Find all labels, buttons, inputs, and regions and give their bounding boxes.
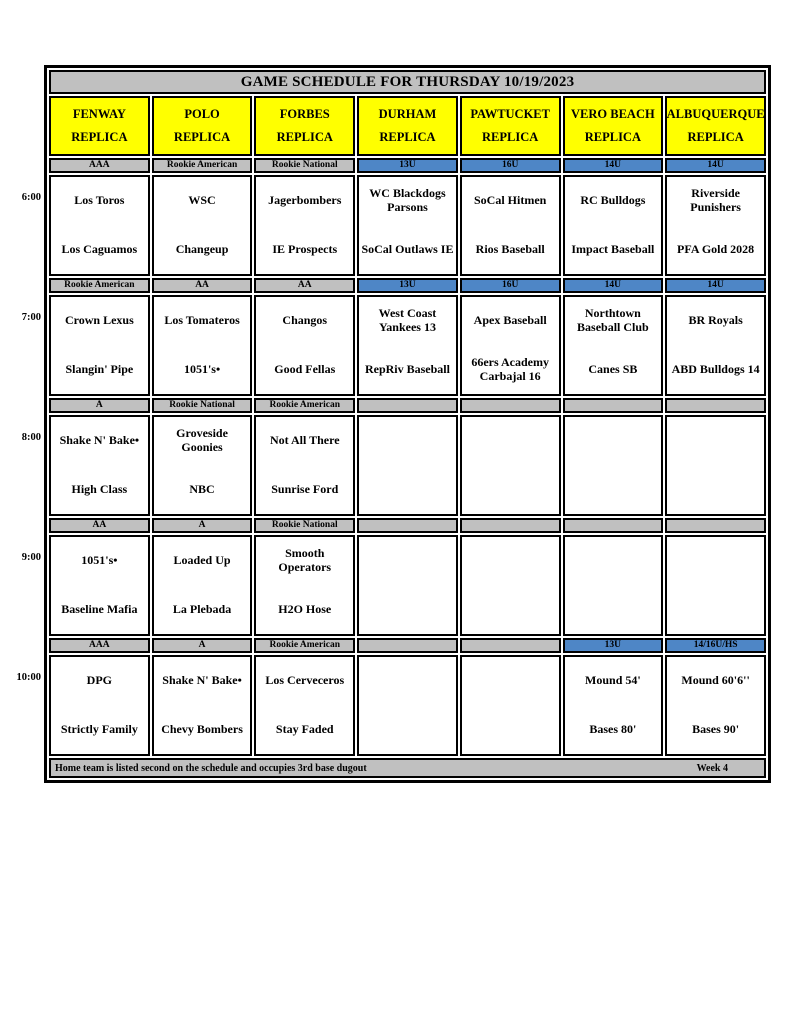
division-cell: 13U xyxy=(563,638,664,653)
away-team xyxy=(667,537,764,586)
field-name: PAWTUCKET xyxy=(470,106,550,121)
game-row xyxy=(49,415,766,516)
division-cell xyxy=(460,638,561,653)
time-label: 8:00 xyxy=(21,432,41,443)
division-cell: 16U xyxy=(460,158,561,173)
game-cell xyxy=(665,295,766,396)
game-cell xyxy=(152,655,253,756)
away-team: Jagerbombers xyxy=(268,193,342,208)
home-team xyxy=(667,586,764,635)
division-cell: A xyxy=(152,638,253,653)
game-cell xyxy=(357,175,458,276)
home-team: 66ers Academy Carbajal 16 xyxy=(471,354,549,383)
division-cell xyxy=(460,398,561,413)
home-team: Stay Faded xyxy=(275,721,334,736)
game-cell xyxy=(254,655,355,756)
away-team: Crown Lexus xyxy=(64,313,134,328)
home-team: Bases 80' xyxy=(589,721,637,736)
away-team: Riverside Punishers xyxy=(690,186,741,215)
field-header-row xyxy=(49,96,766,156)
time-label: 7:00 xyxy=(21,312,41,323)
time-label: 6:00 xyxy=(21,192,41,203)
home-team xyxy=(359,586,456,635)
division-cell: AA xyxy=(254,278,355,293)
away-team: West Coast Yankees 13 xyxy=(378,306,437,335)
away-team: Apex Baseball xyxy=(473,313,547,328)
field-sub: REPLICA xyxy=(379,130,436,145)
away-team: DPG xyxy=(86,673,113,688)
away-team: Loaded Up xyxy=(173,553,231,568)
game-cell xyxy=(563,655,664,756)
game-cell xyxy=(49,175,150,276)
home-team: Canes SB xyxy=(588,361,638,376)
division-cell: A xyxy=(152,518,253,533)
home-team: RepRiv Baseball xyxy=(364,361,450,376)
field-name: DURHAM xyxy=(378,106,437,121)
home-team: Changeup xyxy=(175,241,229,256)
away-team: Not All There xyxy=(269,433,340,448)
away-team: Mound 54' xyxy=(585,673,641,688)
away-team xyxy=(359,657,456,706)
division-row xyxy=(49,278,766,293)
home-team xyxy=(462,706,559,755)
division-cell xyxy=(460,518,561,533)
game-cell xyxy=(357,295,458,396)
home-team: Los Caguamos xyxy=(61,241,138,256)
away-team xyxy=(565,417,662,466)
field-sub: REPLICA xyxy=(482,130,539,145)
division-cell: 14U xyxy=(665,158,766,173)
division-cell xyxy=(357,518,458,533)
away-team: Los Toros xyxy=(74,193,125,208)
time-label: 9:00 xyxy=(21,552,41,563)
home-team xyxy=(565,586,662,635)
game-cell xyxy=(254,295,355,396)
game-cell xyxy=(49,535,150,636)
home-team xyxy=(462,466,559,515)
home-team xyxy=(359,706,456,755)
division-cell: Rookie American xyxy=(254,638,355,653)
time-label: 10:00 xyxy=(16,672,41,683)
division-row xyxy=(49,518,766,533)
division-cell: 14U xyxy=(563,278,664,293)
division-cell: AA xyxy=(49,518,150,533)
division-cell: 13U xyxy=(357,278,458,293)
game-cell xyxy=(49,655,150,756)
away-team: Changos xyxy=(282,313,328,328)
game-cell xyxy=(254,175,355,276)
footer-row xyxy=(49,758,766,778)
game-cell xyxy=(665,175,766,276)
division-row xyxy=(49,398,766,413)
footer-note-cell xyxy=(49,758,766,778)
field-sub: REPLICA xyxy=(276,130,333,145)
column-header-vero-beach xyxy=(563,96,664,156)
field-name: FENWAY xyxy=(72,106,126,121)
game-cell xyxy=(563,295,664,396)
division-row xyxy=(49,638,766,653)
home-team: ABD Bulldogs 14 xyxy=(671,361,760,376)
away-team xyxy=(359,417,456,466)
division-cell xyxy=(563,518,664,533)
division-cell: Rookie American xyxy=(152,158,253,173)
division-row xyxy=(49,158,766,173)
home-team-note: Home team is listed second on the schedule and occupies 3rd base dugout xyxy=(55,762,367,774)
away-team: Shake N' Bake• xyxy=(59,433,140,448)
home-team: SoCal Outlaws IE xyxy=(361,241,454,256)
home-team: Rios Baseball xyxy=(475,241,545,256)
division-cell: Rookie National xyxy=(254,518,355,533)
game-row xyxy=(49,655,766,756)
game-cell xyxy=(49,295,150,396)
home-team xyxy=(667,466,764,515)
column-header-fenway xyxy=(49,96,150,156)
away-team: WC Blackdogs Parsons xyxy=(369,186,446,215)
division-cell: AA xyxy=(152,278,253,293)
away-team: Mound 60'6'' xyxy=(681,673,750,688)
away-team: RC Bulldogs xyxy=(580,193,646,208)
game-cell xyxy=(460,535,561,636)
home-team: Impact Baseball xyxy=(571,241,655,256)
division-cell xyxy=(357,638,458,653)
home-team: H2O Hose xyxy=(278,601,332,616)
home-team: Strictly Family xyxy=(60,721,138,736)
away-team xyxy=(462,537,559,586)
game-cell xyxy=(254,415,355,516)
column-header-forbes xyxy=(254,96,355,156)
game-cell xyxy=(563,415,664,516)
division-cell: AAA xyxy=(49,638,150,653)
away-team: Northtown Baseball Club xyxy=(577,306,649,335)
division-cell xyxy=(665,518,766,533)
column-header-albuquerque xyxy=(665,96,766,156)
game-cell xyxy=(357,655,458,756)
away-team: BR Royals xyxy=(688,313,743,328)
column-header-pawtucket xyxy=(460,96,561,156)
home-team: PFA Gold 2028 xyxy=(677,241,755,256)
home-team: Baseline Mafia xyxy=(61,601,138,616)
game-cell xyxy=(563,175,664,276)
home-team: Bases 90' xyxy=(692,721,740,736)
home-team: Good Fellas xyxy=(274,361,336,376)
away-team: WSC xyxy=(188,193,216,208)
division-cell: Rookie National xyxy=(152,398,253,413)
away-team xyxy=(667,417,764,466)
division-cell: Rookie National xyxy=(254,158,355,173)
game-cell xyxy=(152,175,253,276)
home-team: High Class xyxy=(71,481,128,496)
field-name: VERO BEACH xyxy=(571,106,655,121)
division-cell: 16U xyxy=(460,278,561,293)
game-cell xyxy=(254,535,355,636)
home-team: IE Prospects xyxy=(272,241,338,256)
game-row xyxy=(49,535,766,636)
column-header-durham xyxy=(357,96,458,156)
schedule-title: GAME SCHEDULE FOR THURSDAY 10/19/2023 xyxy=(49,70,766,94)
game-cell xyxy=(357,535,458,636)
game-cell xyxy=(460,295,561,396)
division-cell: Rookie American xyxy=(49,278,150,293)
game-cell xyxy=(460,175,561,276)
away-team: SoCal Hitmen xyxy=(473,193,547,208)
away-team: Groveside Goonies xyxy=(176,426,228,455)
home-team: Slangin' Pipe xyxy=(65,361,134,376)
away-team xyxy=(462,417,559,466)
division-cell xyxy=(357,398,458,413)
game-cell xyxy=(460,415,561,516)
division-cell: 13U xyxy=(357,158,458,173)
game-cell xyxy=(152,295,253,396)
column-header-polo xyxy=(152,96,253,156)
home-team: La Plebada xyxy=(172,601,232,616)
field-sub: REPLICA xyxy=(71,130,128,145)
game-cell xyxy=(665,535,766,636)
division-cell xyxy=(563,398,664,413)
field-sub: REPLICA xyxy=(173,130,231,145)
week-label: Week 4 xyxy=(696,762,728,774)
division-cell: A xyxy=(49,398,150,413)
field-name: ALBUQUERQUE xyxy=(666,106,765,121)
home-team: Sunrise Ford xyxy=(271,481,339,496)
game-cell xyxy=(665,415,766,516)
home-team xyxy=(359,466,456,515)
away-team: 1051's• xyxy=(81,553,118,568)
division-cell: Rookie American xyxy=(254,398,355,413)
game-row xyxy=(49,175,766,276)
home-team xyxy=(565,466,662,515)
division-cell: 14/16U/HS xyxy=(665,638,766,653)
away-team: Shake N' Bake• xyxy=(162,673,242,688)
game-cell xyxy=(152,415,253,516)
home-team: Chevy Bombers xyxy=(161,721,243,736)
field-name: POLO xyxy=(184,106,220,121)
game-cell xyxy=(665,655,766,756)
away-team xyxy=(359,537,456,586)
game-cell xyxy=(563,535,664,636)
schedule-table xyxy=(44,65,771,783)
field-sub: REPLICA xyxy=(584,130,641,145)
away-team xyxy=(565,537,662,586)
division-cell: 14U xyxy=(563,158,664,173)
game-cell xyxy=(152,535,253,636)
home-team: 1051's• xyxy=(183,361,221,376)
game-cell xyxy=(460,655,561,756)
game-cell xyxy=(49,415,150,516)
away-team: Smooth Operators xyxy=(278,546,332,575)
home-team: NBC xyxy=(189,481,215,496)
game-cell xyxy=(357,415,458,516)
field-sub: REPLICA xyxy=(687,130,744,145)
division-cell xyxy=(665,398,766,413)
away-team: Los Cerveceros xyxy=(265,673,345,688)
division-cell: AAA xyxy=(49,158,150,173)
division-cell: 14U xyxy=(665,278,766,293)
game-row xyxy=(49,295,766,396)
home-team xyxy=(462,586,559,635)
field-name: FORBES xyxy=(279,106,330,121)
title-row xyxy=(49,70,766,94)
away-team: Los Tomateros xyxy=(164,313,240,328)
away-team xyxy=(462,657,559,706)
